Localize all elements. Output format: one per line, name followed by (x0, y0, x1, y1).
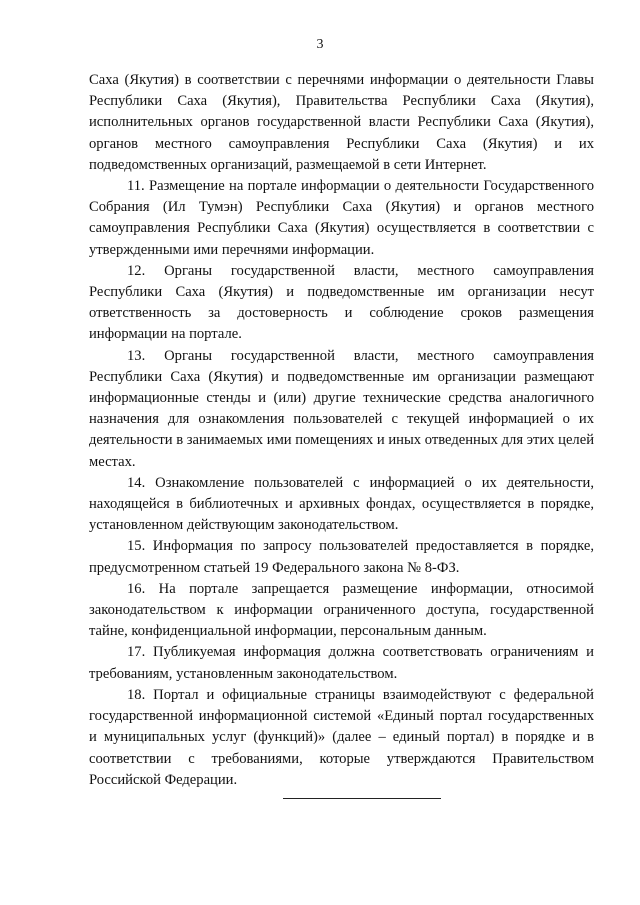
paragraph-14: 14. Ознакомление пользователей с информацией о их деятельности, находящейся в библиотечных и архивных фондах, осуществляется в порядке, установленном действующим законодательством. (89, 474, 594, 534)
paragraph-12: 12. Органы государственной власти, местного самоуправления Республики Саха (Якутия) и подведомственные им организации несут ответственность за достоверность и соблюдение сроков размещения информации на портале. (89, 262, 594, 343)
page-number: 3 (316, 37, 324, 52)
paragraph-15: 15. Информация по запросу пользователей предоставляется в порядке, предусмотренном статьей 19 Федерального закона № 8-ФЗ. (89, 538, 594, 576)
paragraph-18: 18. Портал и официальные страницы взаимодействуют с федеральной государственной информационной системой «Единый портал государственных и муниципальных услуг (функций)» (далее – единый портал) в порядке и в соответствии с требованиями, которые утверждаются Правительством Российской Федерации. (89, 686, 594, 788)
paragraph-13: 13. Органы государственной власти, местного самоуправления Республики Саха (Якутия) и подведомственные им организации размещают информационные стенды и (или) другие технические средства аналогичного назначения для ознакомления пользователей с текущей информацией о их деятельности в занимаемых ими помещениях и иных отведенных для этих целей местах. (89, 347, 594, 470)
paragraph-17: 17. Публикуемая информация должна соответствовать ограничениям и требованиям, установленным законодательством. (89, 644, 594, 682)
end-of-document-line (283, 798, 441, 799)
paragraph-11: 11. Размещение на портале информации о деятельности Государственного Собрания (Ил Тумэн) Республики Саха (Якутия) и органов местного самоуправления Республики Саха (Якутия) осуществляется в соответствии с утвержденными ими перечнями информации. (89, 178, 594, 258)
document-body (89, 70, 594, 791)
paragraph-16: 16. На портале запрещается размещение информации, относимой законодательством к информации ограниченного доступа, государственной тайне, конфиденциальной информации, персональным данным. (89, 580, 594, 640)
paragraph-10-continuation: Саха (Якутия) в соответствии с перечнями информации о деятельности Главы Республики Саха (Якутия), Правительства Республики Саха (Якутия), исполнительных органов государственной власти Республики Саха (Якутия), органов местного самоуправления Республики Саха (Якутия) и их подведомственных организаций, размещаемой в сети Интернет. (89, 72, 594, 173)
